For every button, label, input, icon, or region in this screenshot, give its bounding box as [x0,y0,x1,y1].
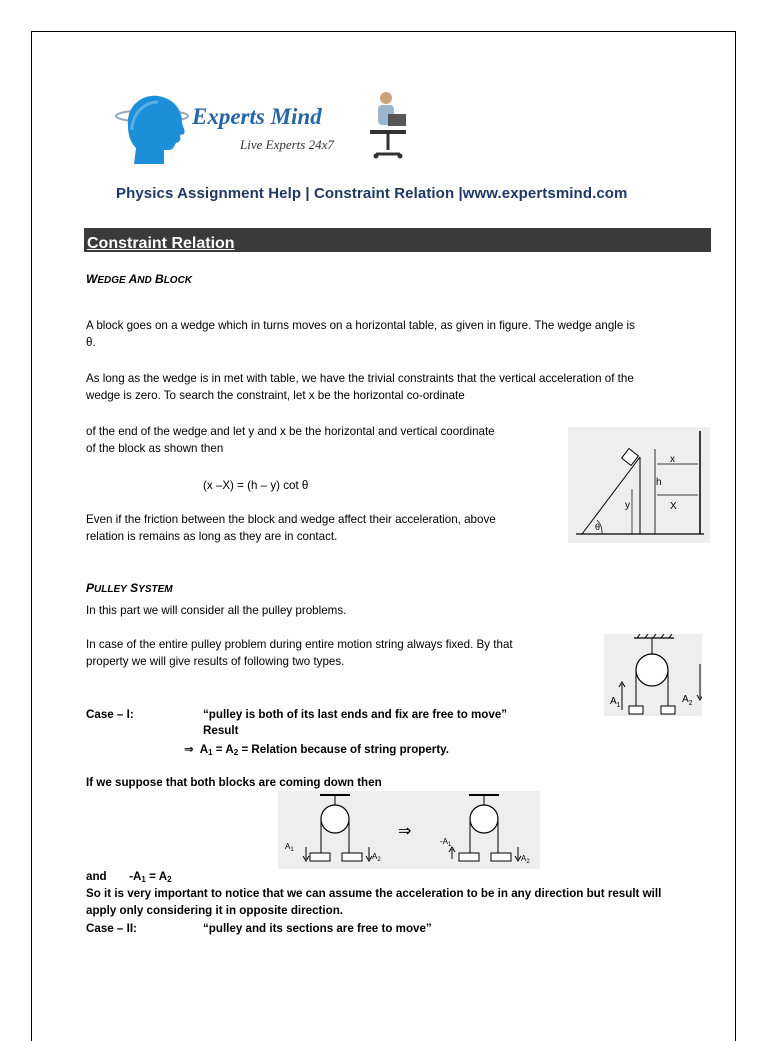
label-theta: θ [595,522,601,532]
case-1-label: Case – I: [86,708,134,721]
label-X: X [670,501,677,512]
label-y: y [625,500,630,511]
section-title: Constraint Relation [87,235,235,252]
implies-arrow: ⇒ [398,821,412,840]
svg-text:A2: $A_2$ [682,694,693,707]
wedge-heading: WEDGE AND BLOCK [86,272,193,286]
section-title-bar [84,228,711,252]
logo-brand: Experts Mind [192,104,322,129]
wedge-equation: (x –X) = (h – y) cot θ [203,479,309,492]
pulley-paragraph-3: So it is very important to notice that we can assume the acceleration to be in any direction but result will apply only considering it in opposite direction. [86,887,662,917]
case-1-text: “pulley is both of its last ends and fix are free to move” [203,708,508,721]
label-x: x [670,454,675,465]
svg-text:-A1: $-A_1$ [440,837,452,848]
case-2-label: Case – II: [86,922,137,935]
relation-line: ⇒ $A_1 = A_2$ = Relation because of string property. [184,743,449,757]
person-at-desk-icon [364,90,412,160]
wedge-paragraph-2: As long as the wedge is in met with table, we have the trivial constraints that the vertical acceleration of the wedge is zero. To search the constraint, let x be the horizontal co-ordinate [86,372,634,402]
svg-text:A1: $A_1$ [285,842,294,853]
wedge-paragraph-4: Even if the friction between the block and wedge affect their acceleration, above relation is remains as long as they are in contact. [86,513,496,543]
and-relation: and $-A_1 = A_2$ [86,870,172,884]
svg-text:A2: $A_2$ [372,852,381,863]
pulley-figure-single [604,634,702,716]
head-icon [112,86,192,166]
pulley-heading: PULLEY SYSTEM [86,581,173,595]
logo-tagline: Live Experts 24x7 [240,137,334,152]
result-label: Result [203,724,239,737]
svg-text:A1: $A_1$ [610,696,621,709]
logo [112,86,412,166]
wedge-figure [568,427,710,543]
pulley-left [285,795,381,863]
label-h: h [656,477,662,488]
page-subtitle: Physics Assignment Help | Constraint Relation |www.expertsmind.com [116,185,628,202]
case-2-text: “pulley and its sections are free to move” [203,922,432,935]
pulley-intro: In this part we will consider all the pulley problems. [86,604,347,617]
wedge-paragraph-3: of the end of the wedge and let y and x be the horizontal and vertical coordinate of the block as shown then [86,425,495,455]
pulley-paragraph-1: In case of the entire pulley problem during entire motion string always fixed. By that property we will give results of following two types. [86,638,513,668]
svg-text:A2: $A_2$ [521,854,530,865]
wedge-incline [582,457,640,534]
pulley-paragraph-2: If we suppose that both blocks are coming down then [86,776,382,789]
pulley-right [440,795,530,865]
wedge-paragraph-1: A block goes on a wedge which in turns moves on a horizontal table, as given in figure. The wedge angle is θ. [86,319,635,349]
pulley-figure-double [278,791,540,869]
